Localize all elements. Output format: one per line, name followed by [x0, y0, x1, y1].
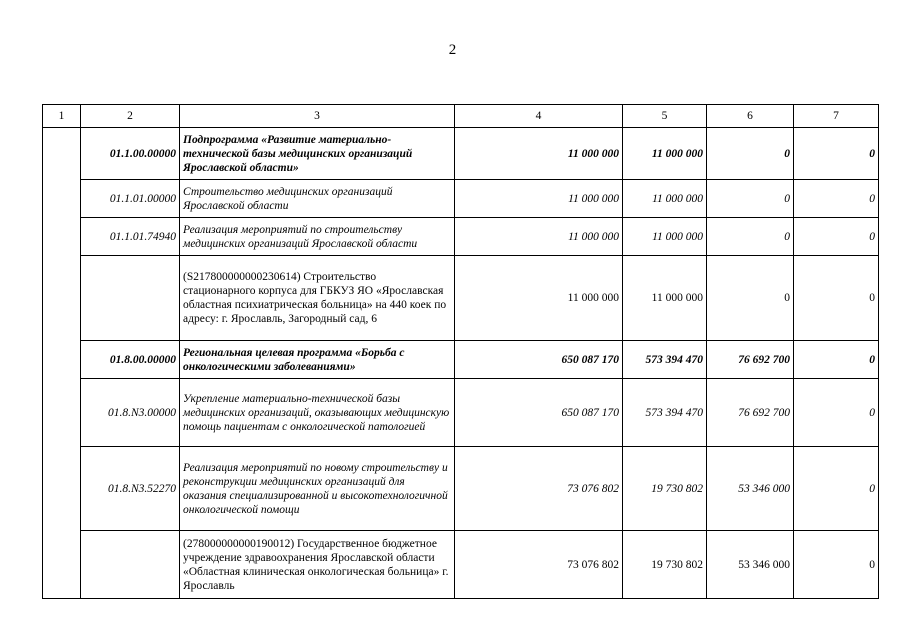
value-col-4: 73 076 802 [455, 447, 623, 531]
value-col-5: 11 000 000 [623, 180, 707, 218]
value-col-6: 0 [707, 180, 794, 218]
classification-code: 01.1.01.74940 [81, 218, 180, 256]
value-col-7: 0 [794, 531, 879, 599]
row-description: Подпрограмма «Развитие материально-технической базы медицинских организаций Ярославской области» [180, 128, 455, 180]
budget-table [42, 104, 879, 599]
value-col-7: 0 [794, 256, 879, 341]
value-col-5: 11 000 000 [623, 218, 707, 256]
row-description: Региональная целевая программа «Борьба с онкологическими заболеваниями» [180, 341, 455, 379]
column-header: 7 [794, 105, 879, 128]
column-header: 6 [707, 105, 794, 128]
classification-code: 01.8.N3.00000 [81, 379, 180, 447]
value-col-4: 11 000 000 [455, 128, 623, 180]
value-col-5: 11 000 000 [623, 128, 707, 180]
classification-code [81, 256, 180, 341]
table-row [43, 447, 879, 531]
table-row [43, 218, 879, 256]
value-col-7: 0 [794, 180, 879, 218]
value-col-6: 0 [707, 256, 794, 341]
value-col-6: 53 346 000 [707, 447, 794, 531]
value-col-4: 11 000 000 [455, 218, 623, 256]
row-description: Укрепление материально-технической базы медицинских организаций, оказывающих медицинскую помощь пациентам с онкологической патологией [180, 379, 455, 447]
value-col-5: 19 730 802 [623, 531, 707, 599]
table-row [43, 256, 879, 341]
column-header: 2 [81, 105, 180, 128]
table-row [43, 128, 879, 180]
value-col-7: 0 [794, 128, 879, 180]
value-col-7: 0 [794, 379, 879, 447]
value-col-5: 11 000 000 [623, 256, 707, 341]
row-description: Строительство медицинских организаций Ярославской области [180, 180, 455, 218]
table-row [43, 379, 879, 447]
column-header: 1 [43, 105, 81, 128]
value-col-6: 0 [707, 128, 794, 180]
column-header: 3 [180, 105, 455, 128]
column-1-cell [43, 128, 81, 599]
value-col-4: 650 087 170 [455, 341, 623, 379]
classification-code [81, 531, 180, 599]
value-col-7: 0 [794, 218, 879, 256]
classification-code: 01.8.N3.52270 [81, 447, 180, 531]
value-col-6: 53 346 000 [707, 531, 794, 599]
column-header: 5 [623, 105, 707, 128]
classification-code: 01.1.00.00000 [81, 128, 180, 180]
value-col-5: 573 394 470 [623, 379, 707, 447]
table-row [43, 341, 879, 379]
classification-code: 01.1.01.00000 [81, 180, 180, 218]
value-col-7: 0 [794, 447, 879, 531]
table-row [43, 180, 879, 218]
column-header: 4 [455, 105, 623, 128]
row-description: Реализация мероприятий по новому строительству и реконструкции медицинских организаций для оказания специализированной и высокотехнологичной онкологической помощи [180, 447, 455, 531]
value-col-4: 11 000 000 [455, 180, 623, 218]
row-description: (278000000000190012) Государственное бюджетное учреждение здравоохранения Ярославской области «Областная клиническая онкологическая больница» г. Ярославль [180, 531, 455, 599]
header-row [43, 105, 879, 128]
row-description: Реализация мероприятий по строительству медицинских организаций Ярославской области [180, 218, 455, 256]
value-col-6: 0 [707, 218, 794, 256]
value-col-4: 11 000 000 [455, 256, 623, 341]
table-row [43, 531, 879, 599]
value-col-5: 19 730 802 [623, 447, 707, 531]
value-col-4: 73 076 802 [455, 531, 623, 599]
value-col-6: 76 692 700 [707, 341, 794, 379]
value-col-4: 650 087 170 [455, 379, 623, 447]
value-col-7: 0 [794, 341, 879, 379]
row-description: (S217800000000230614) Строительство стационарного корпуса для ГБКУЗ ЯО «Ярославская областная психиатрическая больница» на 440 коек по адресу: г. Ярославль, Загородный сад, 6 [180, 256, 455, 341]
value-col-6: 76 692 700 [707, 379, 794, 447]
classification-code: 01.8.00.00000 [81, 341, 180, 379]
value-col-5: 573 394 470 [623, 341, 707, 379]
page-number: 2 [448, 42, 457, 58]
